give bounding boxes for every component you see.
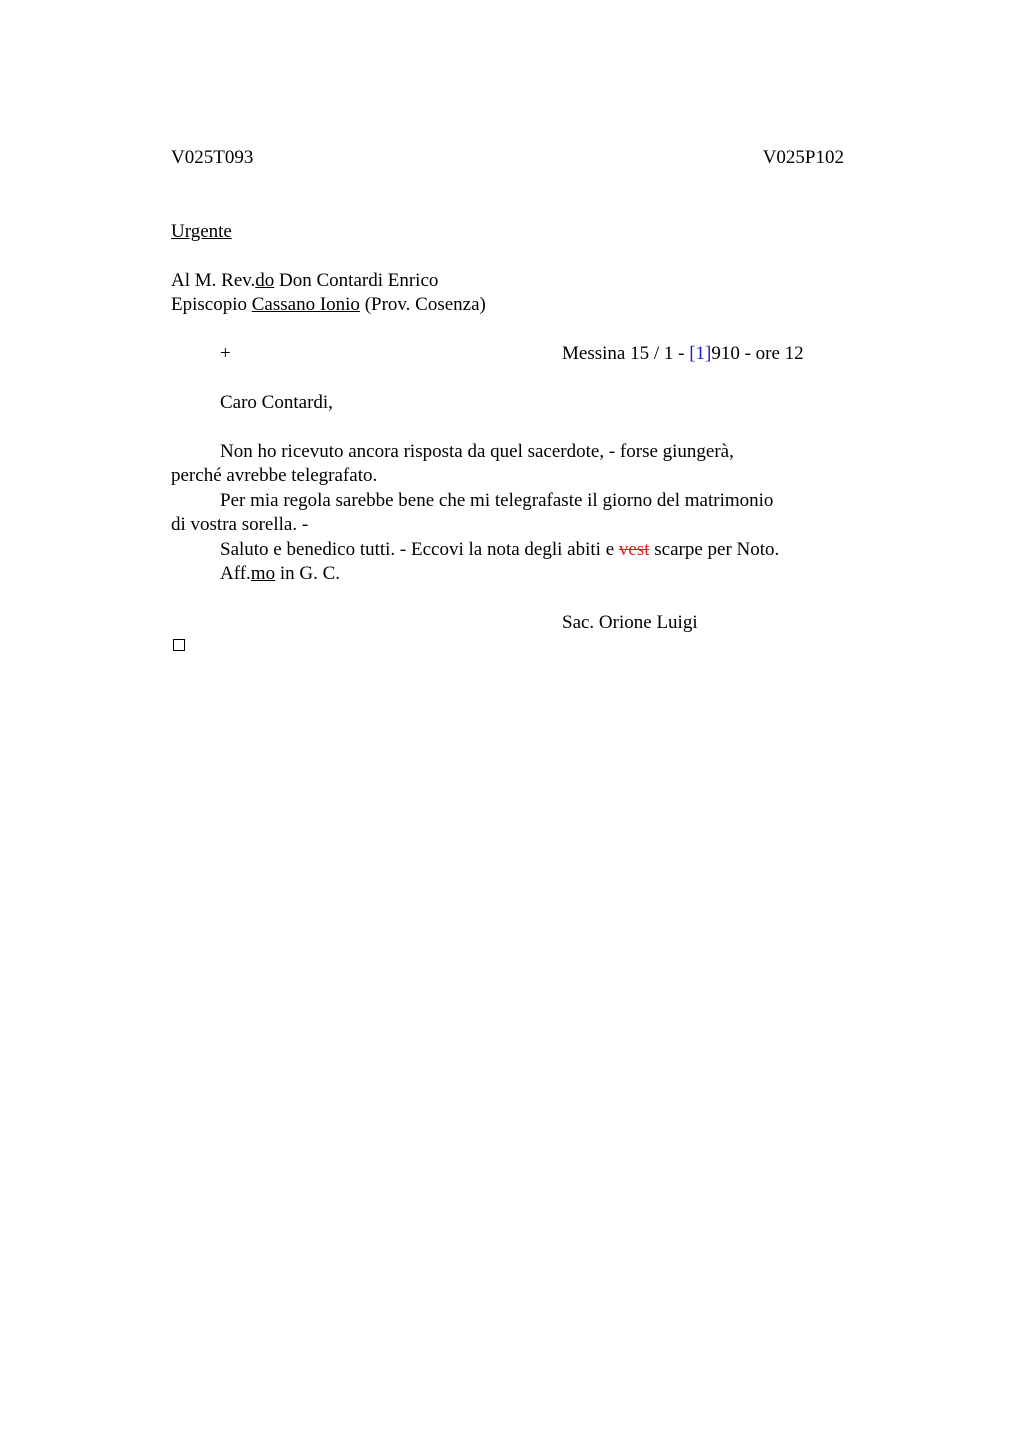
signature: Sac. Orione Luigi <box>562 612 698 633</box>
address-recipient: Don Contardi Enrico <box>274 270 439 291</box>
paragraph-2-line-2: di vostra sorella. - <box>171 514 309 535</box>
address-province: (Prov. Cosenza) <box>359 294 486 315</box>
paragraph-3-end: scarpe per Noto. <box>649 539 780 560</box>
dateline <box>562 342 804 366</box>
paragraph-3-text: Saluto e benedico tutti. - Eccovi la nota degli abiti e <box>220 539 619 560</box>
document-code-left: V025T093 <box>171 147 254 168</box>
salutation: Caro Contardi, <box>220 392 333 413</box>
dateline-year-time: 910 - ore 12 <box>711 343 804 364</box>
dateline-place-date: Messina 15 / 1 - <box>562 343 690 364</box>
address-line-1 <box>171 269 438 293</box>
address-title: Al M. Rev. <box>171 270 256 291</box>
closing-abbrev: mo <box>250 563 276 584</box>
address-episcopio: Episcopio <box>171 294 252 315</box>
paragraph-3 <box>220 538 779 562</box>
document-code-right: V025P102 <box>762 147 844 168</box>
address-title-abbrev: do <box>255 270 275 291</box>
paragraph-2-line-1: Per mia regola sarebbe bene che mi telegrafaste il giorno del matrimonio <box>220 490 774 511</box>
paragraph-1-line-2: perché avrebbe telegrafato. <box>171 465 378 486</box>
address-place: Cassano Ionio <box>251 294 360 315</box>
closing-rest: in G. C. <box>275 563 341 584</box>
cross-symbol: + <box>220 343 231 364</box>
address-line-2 <box>171 293 486 317</box>
closing-prefix: Aff. <box>220 563 251 584</box>
closing <box>220 562 340 586</box>
empty-box-symbol <box>173 639 185 651</box>
deleted-word: vest <box>618 539 650 560</box>
paragraph-1-line-1: Non ho ricevuto ancora risposta da quel sacerdote, - forse giungerà, <box>220 441 734 462</box>
dateline-editorial-insert: [1] <box>689 343 712 364</box>
urgent-label: Urgente <box>171 221 232 242</box>
